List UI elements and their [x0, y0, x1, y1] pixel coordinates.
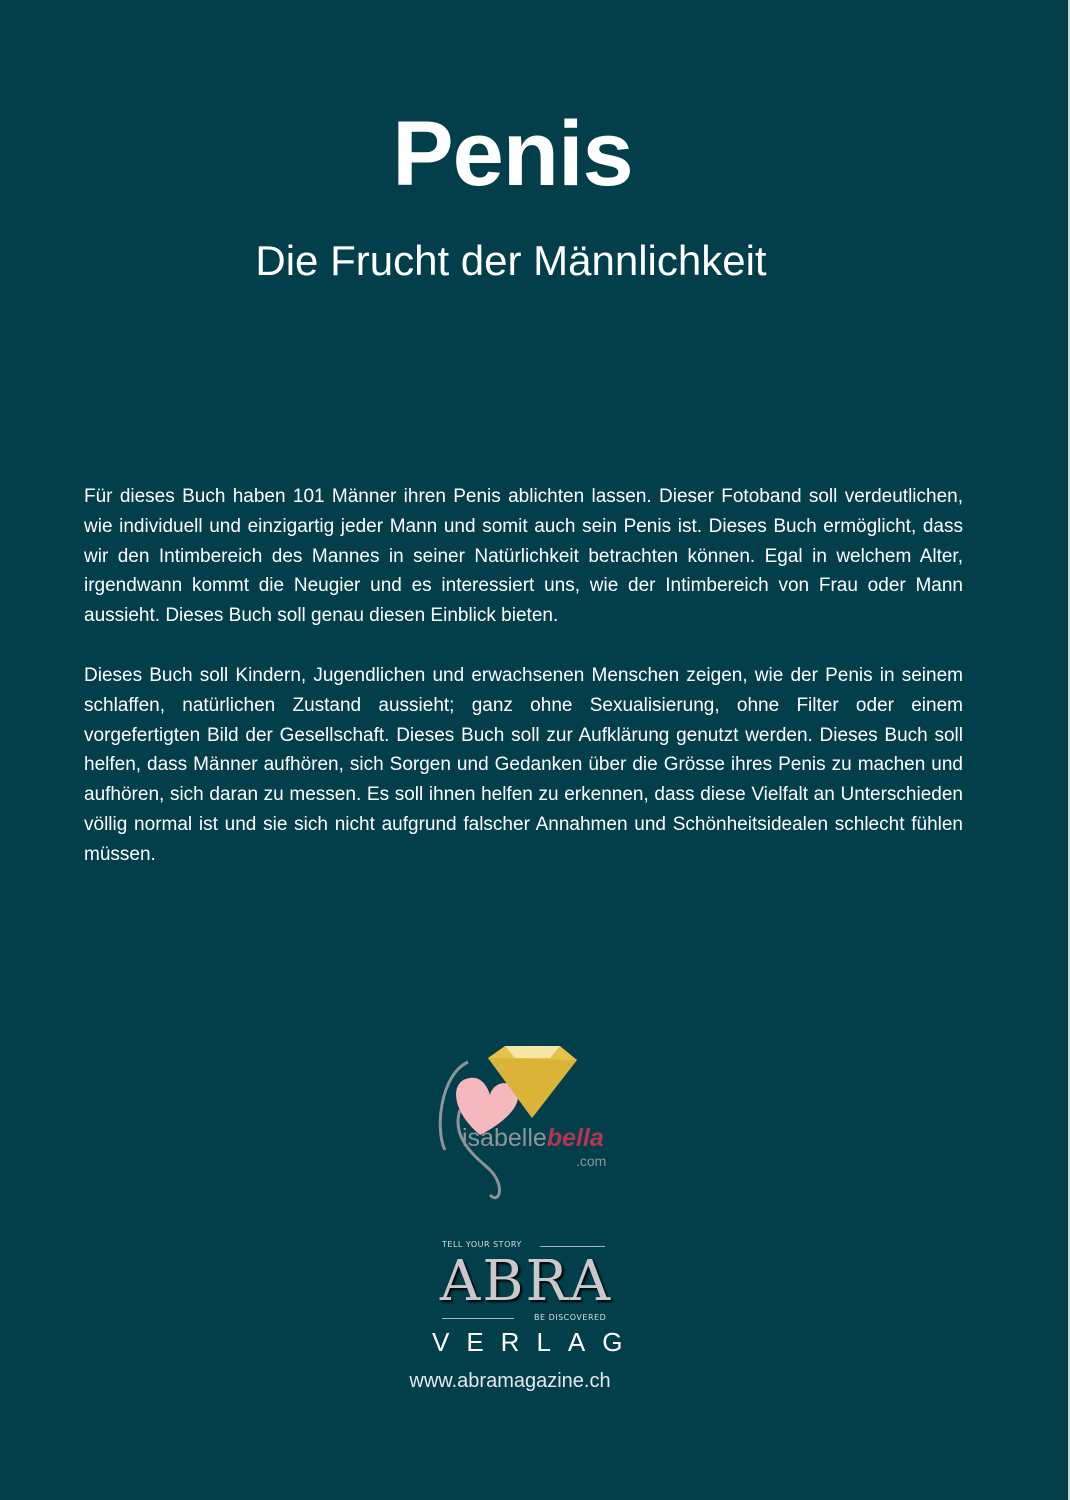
- book-subtitle: Die Frucht der Männlichkeit: [255, 237, 767, 284]
- divider: [540, 1246, 605, 1247]
- wordmark-part-accent: bella: [546, 1124, 604, 1152]
- blurb-paragraph: Dieses Buch soll Kindern, Jugendlichen und erwachsenen Menschen zeigen, wie der Penis in seinem schlaffen, natürlichen Zustand aussieht; ganz ohne Sexualisierung, ohne Filter oder einem vorgefertigten Bild der Gesellschaft. Dieses Buch soll zur Aufklärung genutzt werden. Dieses Buch soll helfen, dass Männer aufhören, sich Sorgen und Gedanken über die Grösse ihres Penis zu machen und aufhören, sich daran zu messen. Es soll ihnen helfen zu erkennen, dass diese Vielfalt an Unterschieden völlig normal ist und sie sich nicht aufgrund falscher Annahmen und Schönheitsidealen schlecht fühlen müssen.: [84, 664, 963, 865]
- abra-tagline-top: TELL YOUR STORY: [442, 1240, 522, 1249]
- isabellebella-logo-graphic: [430, 1040, 630, 1200]
- blurb-paragraph: Für dieses Buch haben 101 Männer ihren Penis ablichten lassen. Dieser Fotoband soll verdeutlichen, wie individuell und einzigartig jeder Mann und somit auch sein Penis ist. Dieses Buch ermöglicht, dass wir den Intimbereich des Mannes in seiner Natürlichkeit betrachten können. Egal in welchem Alter, irgendwann kommt die Neugier und es interessiert uns, wie der Intimbereich von Frau oder Mann aussieht. Dieses Buch soll genau diesen Einblick bieten.: [84, 486, 963, 627]
- abra-logo-name: ABRA: [439, 1249, 613, 1314]
- wordmark-part: isabelle: [462, 1124, 547, 1152]
- abra-tagline-bottom: BE DISCOVERED: [534, 1313, 607, 1322]
- abra-verlag: VERLAG: [432, 1327, 640, 1357]
- divider: [442, 1318, 514, 1319]
- publisher-url: www.abramagazine.ch: [409, 1370, 611, 1392]
- wordmark-suffix: .com: [576, 1153, 607, 1169]
- blurb: [84, 482, 963, 900]
- isabellebella-wordmark: [462, 1126, 604, 1151]
- book-title: Penis: [392, 103, 633, 205]
